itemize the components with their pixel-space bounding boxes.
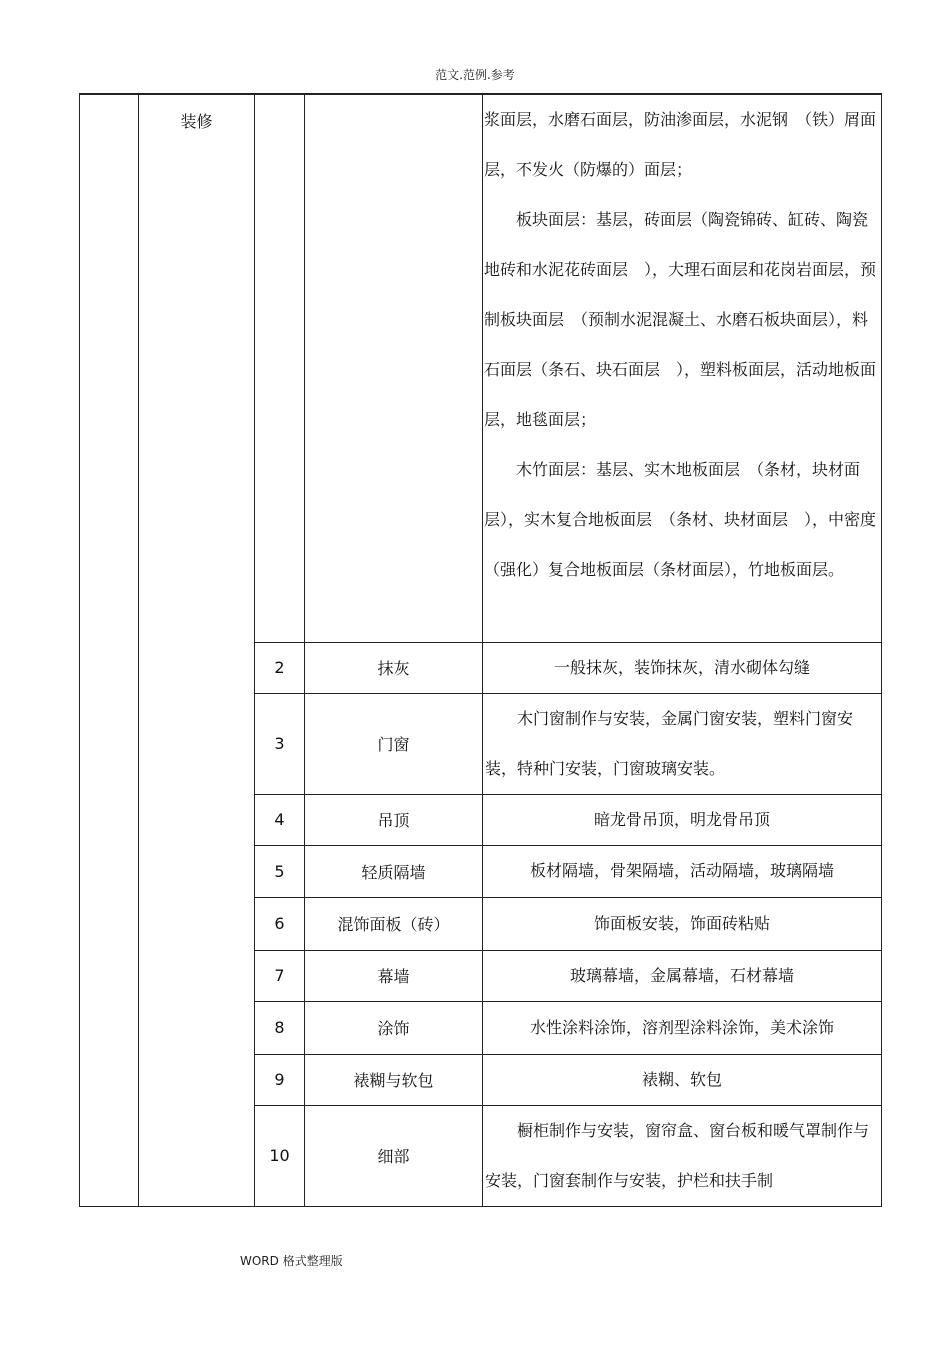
page-header: 范文.范例.参考 (435, 68, 515, 82)
num-cell (255, 94, 305, 642)
row-name: 混饰面板（砖） (305, 897, 483, 950)
row-desc: 饰面板安装，饰面砖粘贴 (483, 897, 882, 950)
page-footer: WORD 格式整理版 (240, 1254, 343, 1268)
row-desc: 板材隔墙，骨架隔墙，活动隔墙，玻璃隔墙 (483, 845, 882, 897)
table-row (80, 94, 882, 642)
row-number: 10 (255, 1105, 305, 1206)
row-number: 8 (255, 1001, 305, 1054)
content-paragraph: 浆面层，水磨石面层，防油渗面层，水泥钢 （铁）屑面层，不发火（防爆的）面层； (484, 110, 877, 179)
row-name: 裱糊与软包 (305, 1054, 483, 1105)
row-number: 2 (255, 642, 305, 693)
blank-cell (80, 94, 139, 1206)
row-number: 7 (255, 950, 305, 1001)
row-desc: 木门窗制作与安装，金属门窗安装，塑料门窗安装，特种门安装，门窗玻璃安装。 (485, 708, 854, 778)
row-name: 幕墙 (305, 950, 483, 1001)
row-desc-cell (483, 1105, 882, 1206)
row-name: 细部 (305, 1105, 483, 1206)
row-desc: 水性涂料涂饰，溶剂型涂料涂饰，美术涂饰 (483, 1001, 882, 1054)
row-number: 6 (255, 897, 305, 950)
category-label: 装修 (180, 112, 213, 131)
row-desc-cell (483, 693, 882, 794)
name-cell (305, 94, 483, 642)
row-name: 轻质隔墙 (305, 845, 483, 897)
row-desc: 橱柜制作与安装，窗帘盒、窗台板和暖气罩制作与安装，门窗套制作与安装，护栏和扶手制 (485, 1120, 870, 1190)
desc-cell (483, 94, 882, 642)
category-cell (139, 94, 255, 1206)
decoration-table (79, 93, 882, 1207)
row-desc: 一般抹灰，装饰抹灰，清水砌体勾缝 (483, 642, 882, 693)
row-name: 门窗 (305, 693, 483, 794)
row-name: 吊顶 (305, 794, 483, 845)
row-desc: 玻璃幕墙，金属幕墙，石材幕墙 (483, 950, 882, 1001)
row-name: 涂饰 (305, 1001, 483, 1054)
row-number: 9 (255, 1054, 305, 1105)
row-number: 4 (255, 794, 305, 845)
row-name: 抹灰 (305, 642, 483, 693)
content-paragraph: 板块面层：基层，砖面层（陶瓷锦砖、缸砖、陶瓷地砖和水泥花砖面层 ），大理石面层和花岗岩面层，预制板块面层 （预制水泥混凝土、水磨石板块面层），料石面层（条石、块石面层 ），塑料板面层，活动地板面层，地毯面层； (484, 210, 877, 429)
row-desc: 裱糊、软包 (483, 1054, 882, 1105)
row-number: 5 (255, 845, 305, 897)
row-desc: 暗龙骨吊顶，明龙骨吊顶 (483, 794, 882, 845)
floor-content (483, 95, 881, 595)
row-number: 3 (255, 693, 305, 794)
content-paragraph: 木竹面层：基层、实木地板面层 （条材，块材面层），实木复合地板面层 （条材、块材面层 ），中密度（强化）复合地板面层（条材面层），竹地板面层。 (484, 460, 877, 579)
